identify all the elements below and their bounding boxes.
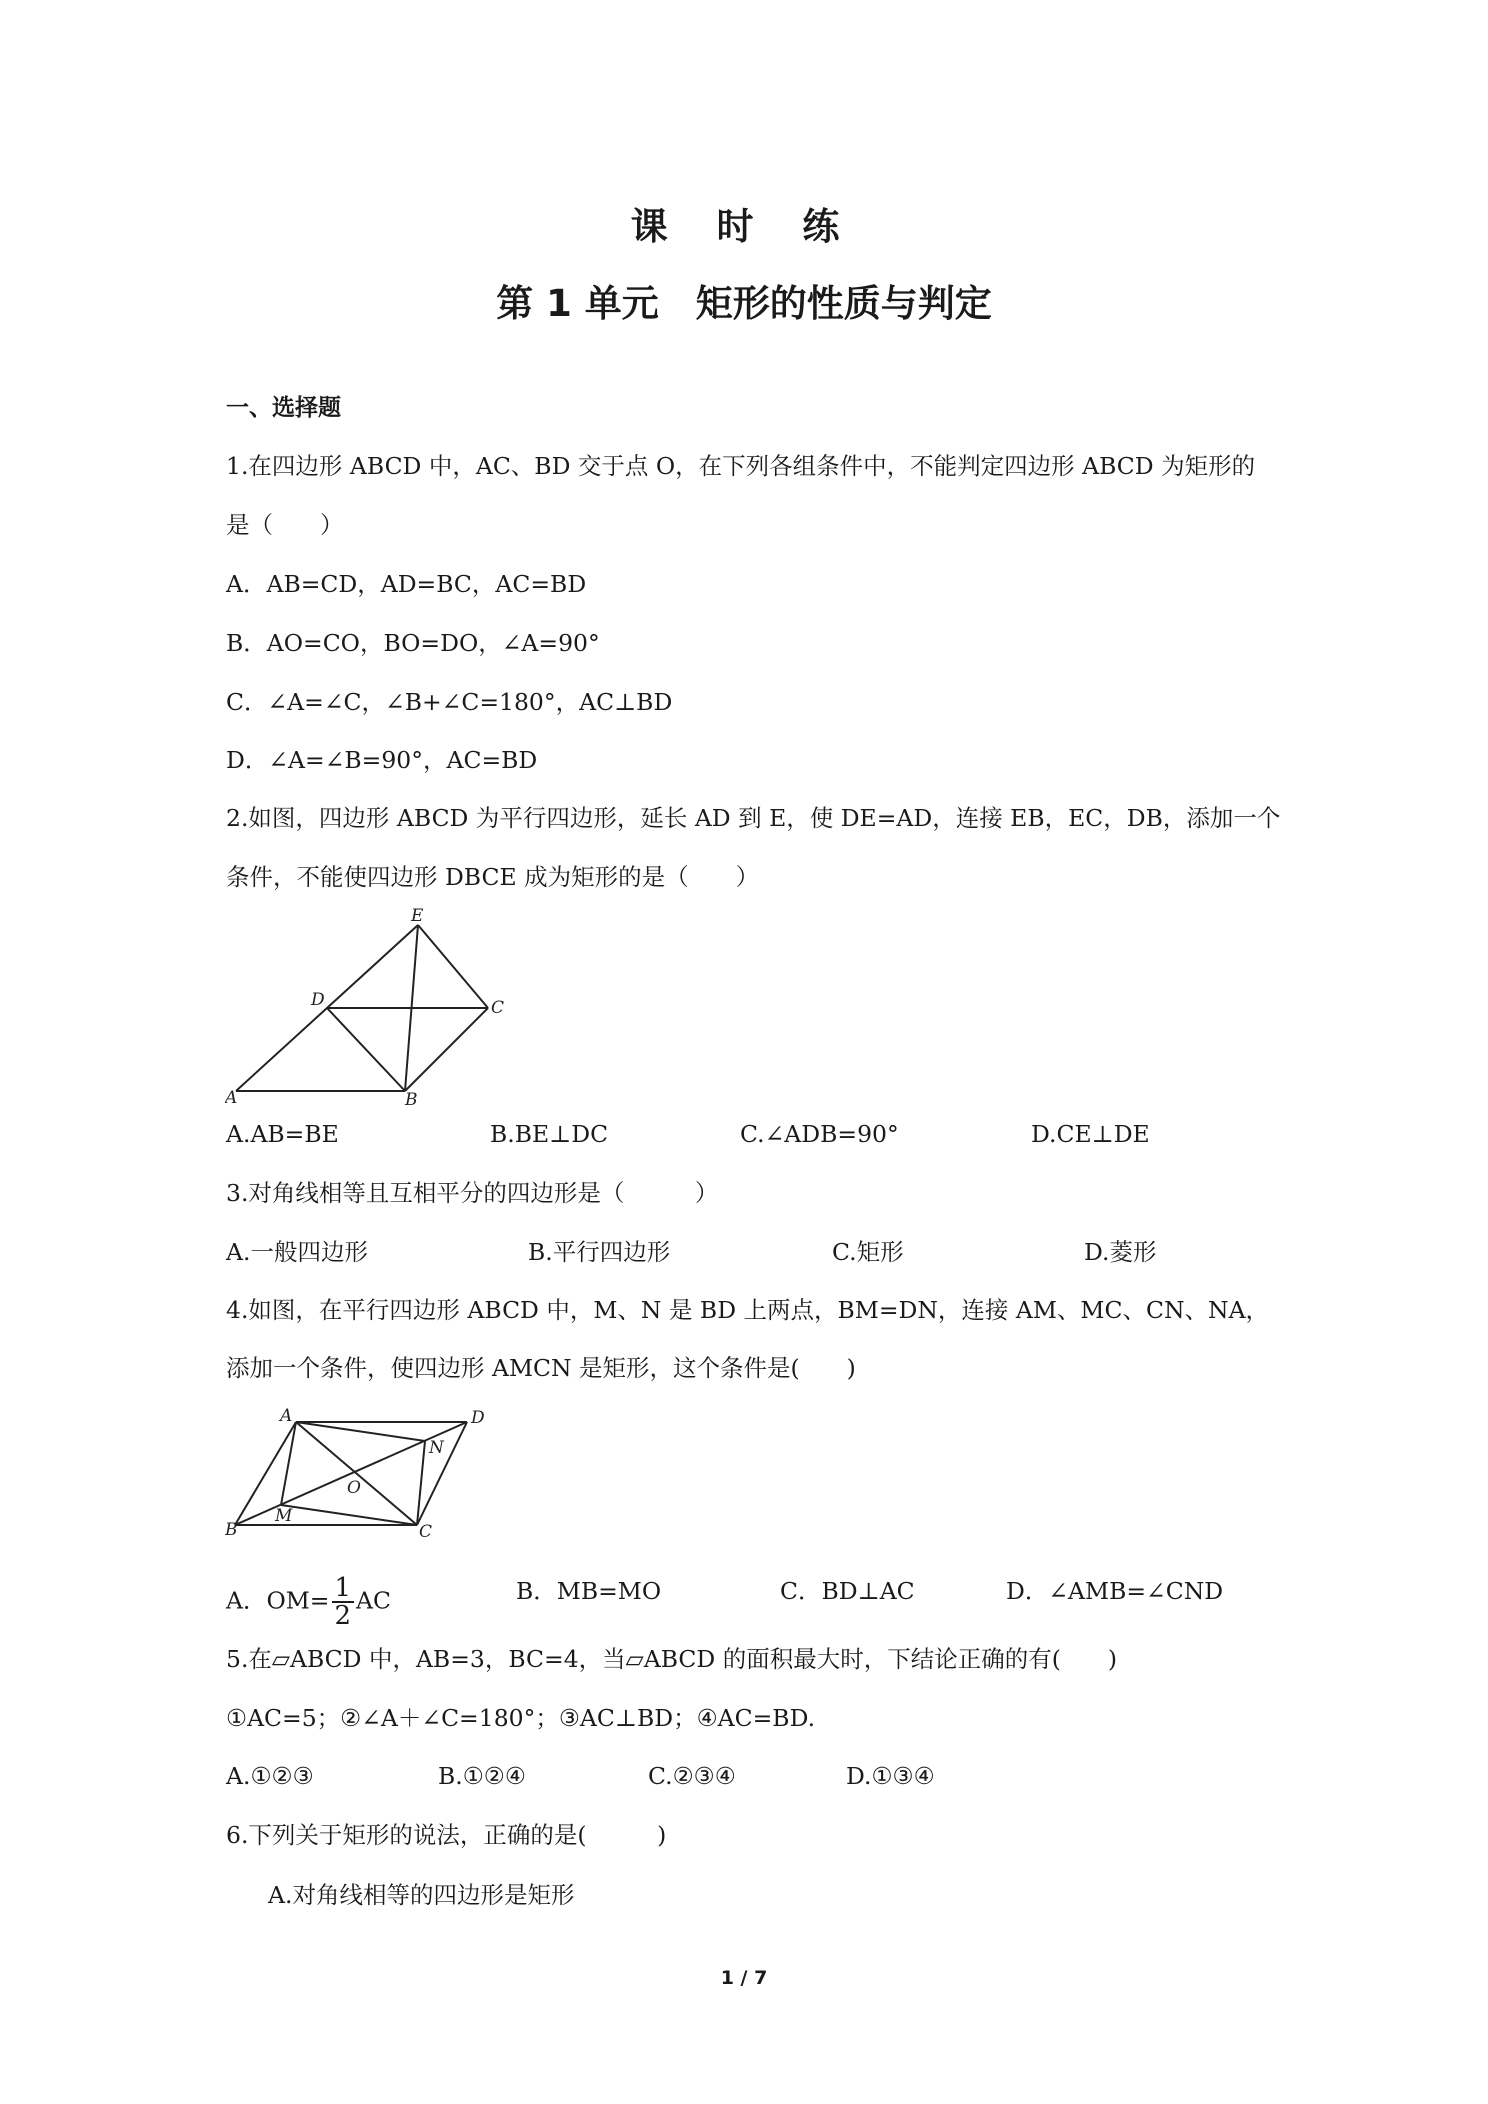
label-o: O bbox=[347, 1478, 361, 1498]
fraction-numerator: 1 bbox=[332, 1575, 355, 1603]
q5-stem: 5.在▱ABCD 中，AB=3，BC=4，当▱ABCD 的面积最大时，下结论正确的有( ) bbox=[226, 1645, 1118, 1673]
q6-stem: 6.下列关于矩形的说法，正确的是( ) bbox=[226, 1821, 667, 1849]
q1-option-b: B．AO=CO，BO=DO，∠A=90° bbox=[226, 629, 600, 657]
label-a: A bbox=[225, 1088, 238, 1105]
q3-option-a: A.一般四边形 bbox=[226, 1238, 368, 1266]
q2-geometry-figure bbox=[225, 905, 525, 1105]
q3-option-b: B.平行四边形 bbox=[528, 1238, 671, 1266]
q4-stem-line2: 添加一个条件，使四边形 AMCN 是矩形，这个条件是( ) bbox=[226, 1354, 856, 1382]
segment-bc bbox=[405, 1008, 488, 1091]
q4-geometry-figure bbox=[225, 1405, 500, 1537]
q4-option-d: D．∠AMB=∠CND bbox=[1006, 1577, 1224, 1605]
label-c: C bbox=[419, 1522, 433, 1537]
q4-option-b: B．MB=MO bbox=[516, 1577, 662, 1605]
q2-option-a: A.AB=BE bbox=[226, 1120, 339, 1148]
q2-option-c: C.∠ADB=90° bbox=[740, 1120, 899, 1148]
q4-option-a bbox=[226, 1575, 391, 1629]
q2-option-d: D.CE⊥DE bbox=[1031, 1120, 1150, 1148]
q3-option-c: C.矩形 bbox=[832, 1238, 904, 1266]
label-a: A bbox=[280, 1406, 293, 1426]
q2-option-b: B.BE⊥DC bbox=[490, 1120, 609, 1148]
segment-ec bbox=[418, 925, 488, 1008]
label-b: B bbox=[225, 1520, 238, 1537]
q1-option-c: C．∠A=∠C，∠B+∠C=180°，AC⊥BD bbox=[226, 688, 673, 716]
q4-option-a-suffix: AC bbox=[356, 1586, 391, 1615]
q1-option-a: A．AB=CD，AD=BC，AC=BD bbox=[226, 570, 587, 598]
q2-stem-line2: 条件，不能使四边形 DBCE 成为矩形的是（ ） bbox=[226, 863, 760, 891]
q5-option-a: A.①②③ bbox=[226, 1762, 314, 1790]
q3-stem: 3.对角线相等且互相平分的四边形是（ ） bbox=[226, 1179, 719, 1207]
section-heading: 一、选择题 bbox=[226, 395, 341, 421]
q1-stem-line2: 是（ ） bbox=[226, 511, 344, 539]
q5-option-c: C.②③④ bbox=[648, 1762, 736, 1790]
q5-option-d: D.①③④ bbox=[846, 1762, 935, 1790]
q6-option-a: A.对角线相等的四边形是矩形 bbox=[268, 1881, 575, 1909]
label-m: M bbox=[275, 1506, 293, 1526]
q4-option-c: C．BD⊥AC bbox=[780, 1577, 915, 1605]
label-c: C bbox=[491, 998, 505, 1018]
label-n: N bbox=[429, 1438, 444, 1458]
q2-stem-line1: 2.如图，四边形 ABCD 为平行四边形，延长 AD 到 E，使 DE=AD，连接 EB，EC，DB，添加一个 bbox=[226, 804, 1281, 832]
page-subtitle: 第 1 单元 矩形的性质与判定 bbox=[496, 282, 992, 325]
q4-option-a-prefix: A．OM= bbox=[226, 1586, 330, 1615]
fraction-denominator: 2 bbox=[334, 1601, 352, 1631]
q4-stem-line1: 4.如图，在平行四边形 ABCD 中，M、N 是 BD 上两点，BM=DN，连接 AM、MC、CN、NA， bbox=[226, 1296, 1270, 1324]
label-d: D bbox=[311, 990, 325, 1010]
page-title: 课 时 练 bbox=[630, 205, 858, 248]
label-e: E bbox=[411, 906, 424, 926]
q1-stem-line1: 1.在四边形 ABCD 中，AC、BD 交于点 O，在下列各组条件中，不能判定四边形 ABCD 为矩形的 bbox=[226, 452, 1256, 480]
fraction-half bbox=[332, 1575, 355, 1629]
label-d: D bbox=[471, 1408, 485, 1428]
q5-option-b: B.①②④ bbox=[438, 1762, 526, 1790]
segment-db bbox=[327, 1008, 405, 1091]
q1-option-d: D．∠A=∠B=90°，AC=BD bbox=[226, 746, 538, 774]
q5-conditions: ①AC=5；②∠A＋∠C=180°；③AC⊥BD；④AC=BD. bbox=[226, 1704, 816, 1732]
q3-option-d: D.菱形 bbox=[1084, 1238, 1157, 1266]
page-number: 1 / 7 bbox=[720, 1967, 768, 1989]
label-b: B bbox=[405, 1090, 418, 1105]
